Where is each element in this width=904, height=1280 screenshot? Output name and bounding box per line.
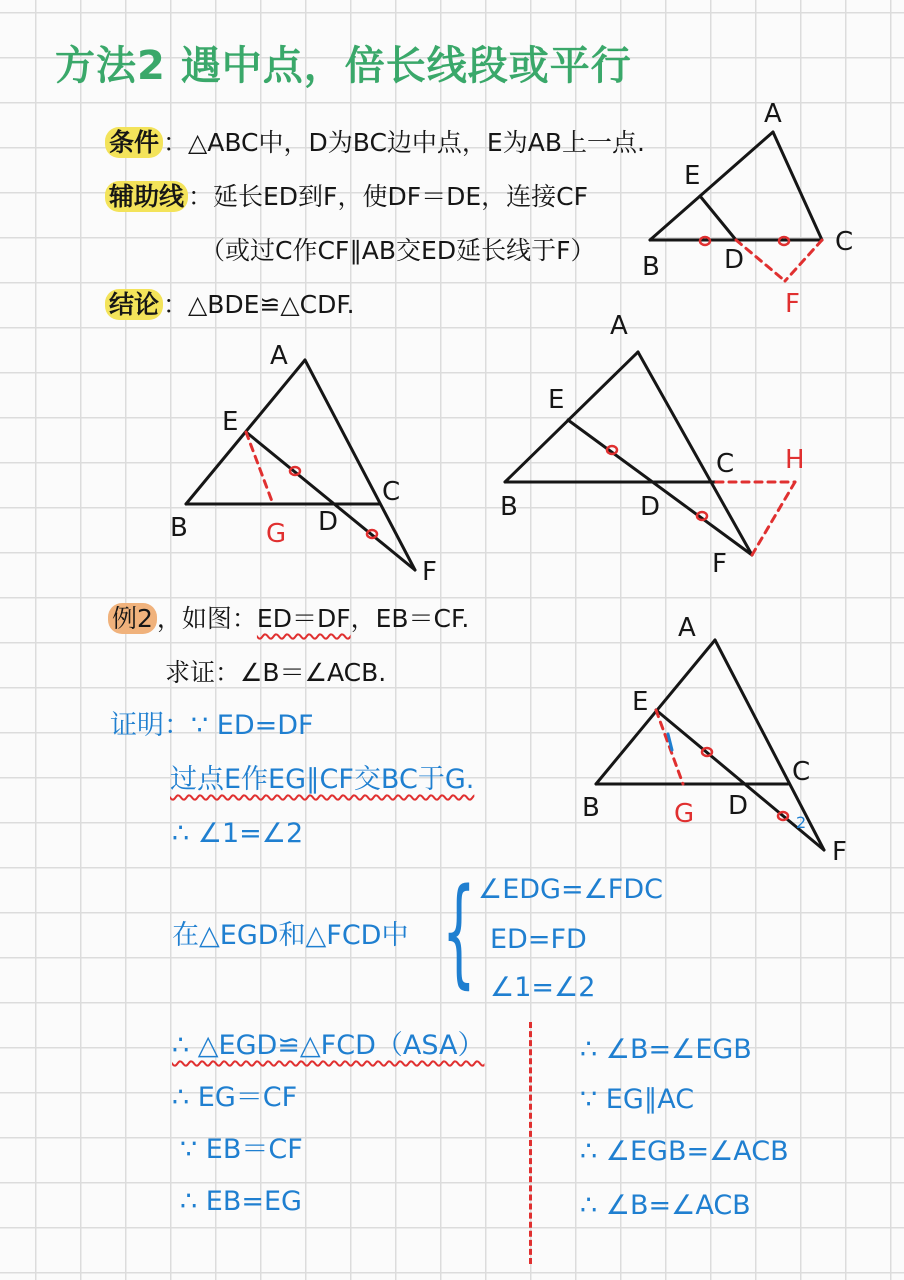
left-col-1	[172, 1032, 484, 1059]
fig4-label-F: F	[832, 837, 847, 867]
fig3-label-F: F	[712, 549, 727, 579]
fig3-label-C: C	[716, 449, 735, 479]
example-prove: 求证：∠B＝∠ACB.	[165, 658, 387, 687]
proof-step-1: 证明：∵ ED=DF	[110, 710, 314, 741]
fig4-label-B: B	[582, 793, 600, 823]
fig4-label-C: C	[792, 757, 811, 787]
conclusion-text: ：△BDE≌△CDF.	[163, 290, 355, 319]
left-col-3: ∵ EB＝CF	[180, 1134, 303, 1165]
proof-step-2	[170, 766, 474, 793]
example-given-rest: ，EB＝CF.	[350, 604, 470, 633]
system-item-2: ED=FD	[490, 924, 587, 955]
right-col-4: ∴ ∠B=∠ACB	[580, 1190, 751, 1221]
system-item-1: ∠EDG=∠FDC	[478, 874, 663, 905]
example-label: 例2	[108, 603, 157, 634]
fig4-label-G: G	[674, 799, 695, 829]
fig2-label-D: D	[318, 507, 339, 537]
example-given-prefix: ，如图：	[156, 604, 257, 633]
aux-label: 辅助线	[105, 181, 188, 212]
left-col-4: ∴ EB=EG	[180, 1186, 302, 1217]
figure-3	[490, 310, 830, 580]
example-given-line	[108, 606, 469, 631]
fig4-angle-2: 2	[796, 813, 807, 832]
conclusion-label: 结论	[105, 289, 163, 320]
fig1-label-A: A	[764, 99, 782, 129]
fig2-label-A: A	[270, 341, 288, 371]
fig1-label-E: E	[684, 161, 701, 191]
right-col-2: ∵ EG∥AC	[580, 1084, 695, 1115]
figure-1	[630, 90, 870, 330]
figure-4	[580, 610, 870, 870]
fig4-label-D: D	[728, 791, 749, 821]
system-item-3: ∠1=∠2	[490, 972, 596, 1003]
page-title: 方法2 遇中点，倍长线段或平行	[55, 43, 632, 89]
left-col-1-text: ∴ △EGD≌△FCD（ASA）	[172, 1030, 485, 1061]
aux-text: ：延长ED到F，使DF＝DE，连接CF	[188, 182, 588, 211]
aux-line	[105, 184, 588, 209]
fig3-label-B: B	[500, 492, 518, 522]
fig4-label-E: E	[632, 687, 649, 717]
fig2-label-B: B	[170, 513, 188, 543]
conclusion-line	[105, 292, 355, 317]
fig2-label-G: G	[266, 519, 287, 549]
fig1-label-C: C	[835, 227, 854, 257]
left-col-2: ∴ EG＝CF	[172, 1082, 298, 1113]
fig3-label-E: E	[548, 385, 565, 415]
fig1-label-B: B	[642, 252, 660, 282]
fig2-label-E: E	[222, 407, 239, 437]
right-col-1: ∴ ∠B=∠EGB	[580, 1034, 752, 1065]
proof-step-3: ∴ ∠1=∠2	[172, 818, 304, 849]
fig1-label-F: F	[785, 289, 800, 319]
fig2-label-F: F	[422, 557, 437, 587]
figure-2	[160, 330, 460, 590]
example-given-wavy: ED＝DF	[256, 604, 351, 633]
condition-line	[105, 130, 645, 155]
fig1-label-D: D	[724, 245, 745, 275]
fig2-label-C: C	[382, 477, 401, 507]
condition-text: ：△ABC中，D为BC边中点，E为AB上一点.	[163, 128, 645, 157]
proof-step-2-text: 过点E作EG∥CF交BC于G.	[170, 764, 475, 795]
right-col-3: ∴ ∠EGB=∠ACB	[580, 1136, 789, 1167]
aux-alternative: （或过C作CF∥AB交ED延长线于F）	[200, 236, 596, 265]
fig3-label-D: D	[640, 492, 661, 522]
column-divider	[529, 1022, 532, 1264]
fig3-label-H: H	[785, 445, 805, 475]
system-brace: {	[442, 862, 476, 1000]
fig3-label-A: A	[610, 311, 628, 341]
system-prefix: 在△EGD和△FCD中	[172, 920, 409, 951]
condition-label: 条件	[105, 127, 163, 158]
fig4-label-A: A	[678, 613, 696, 643]
